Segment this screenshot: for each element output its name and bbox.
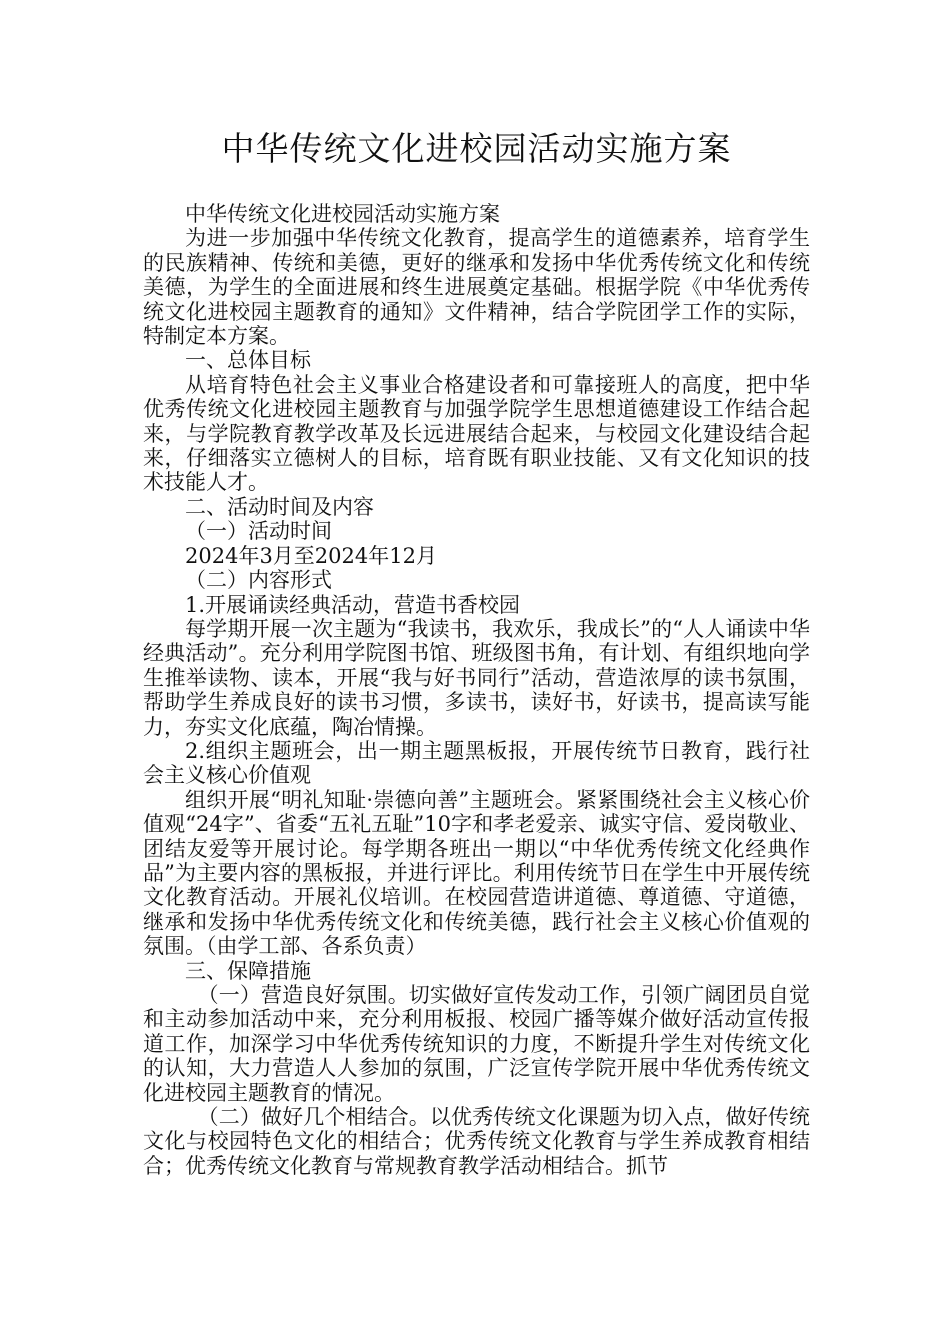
document-title: 中华传统文化进校园活动实施方案: [221, 129, 732, 168]
paragraph-combination: （二）做好几个相结合。以优秀传统文化课题为切入点，做好传统文化与校园特色文化的相结合；优秀传统文化教育与学生养成教育相结合；优秀传统文化教育与常规教育教学活动相结合。抓节: [143, 1105, 810, 1178]
paragraph-class-meeting: 组织开展“明礼知耻·崇德向善”主题班会。紧紧围绕社会主义核心价值观“24字”、省委“五礼五耻”10字和孝老爱亲、诚实守信、爱岗敬业、团结友爱等开展讨论。每学期各班出一期以“中华优秀传统文化经典作品”为主要内容的黑板报，并进行评比。利用传统节日在学生中开展传统文化教育活动。开展礼仪培训。在校园营造讲道德、尊道德、守道德，继承和发扬中华优秀传统文化和传统美德，践行社会主义核心价值观的氛围。（由学工部、各系负责）: [143, 787, 810, 959]
section-heading-safeguards: 三、保障措施: [185, 958, 311, 983]
subheading-content-form: （二）内容形式: [185, 568, 332, 593]
item-heading-reading: 1.开展诵读经典活动，营造书香校园: [185, 592, 521, 617]
paragraph-reading: 每学期开展一次主题为“我读书，我欢乐，我成长”的“人人诵读中华经典活动”。充分利用学院图书馆、班级图书角，有计划、有组织地向学生推举读物、读本，开展“我与好书同行”活动，营造浓厚的读书氛围，帮助学生养成良好的读书习惯，多读书，读好书，好读书，提高读写能力，夯实文化底蕴，陶冶情操。: [143, 616, 810, 739]
paragraph-goals: 从培育特色社会主义事业合格建设者和可靠接班人的高度，把中华优秀传统文化进校园主题教育与加强学院学生思想道德建设工作结合起来，与学院教育教学改革及长远进展结合起来，与校园文化建设结合起来，仔细落实立德树人的目标，培育既有职业技能、又有文化知识的技术技能人才。: [143, 372, 810, 495]
section-heading-time-content: 二、活动时间及内容: [185, 494, 374, 519]
item-heading-class-meeting: 2.组织主题班会，出一期主题黑板报，开展传统节日教育，践行社会主义核心价值观: [143, 738, 810, 788]
paragraph-time: 2024年3月至2024年12月: [185, 543, 437, 568]
section-heading-goals: 一、总体目标: [185, 348, 311, 373]
paragraph-atmosphere: （一）营造良好氛围。切实做好宣传发动工作，引领广阔团员自觉和主动参加活动中来，充分利用板报、校园广播等媒介做好活动宣传报道工作，加深学习中华优秀传统知识的力度，不断提升学生对传统文化的认知，大力营造人人参加的氛围，广泛宣传学院开展中华优秀传统文化进校园主题教育的情况。: [143, 983, 810, 1105]
subheading-time: （一）活动时间: [185, 519, 332, 544]
paragraph-subtitle: 中华传统文化进校园活动实施方案: [185, 202, 500, 226]
paragraph-intro: 为进一步加强中华传统文化教育，提高学生的道德素养，培育学生的民族精神、传统和美德，更好的继承和发扬中华优秀传统文化和传统美德，为学生的全面进展和终生进展奠定基础。根据学院《中华优秀传统文化进校园主题教育的通知》文件精神，结合学院团学工作的实际，特制定本方案。: [143, 226, 810, 349]
